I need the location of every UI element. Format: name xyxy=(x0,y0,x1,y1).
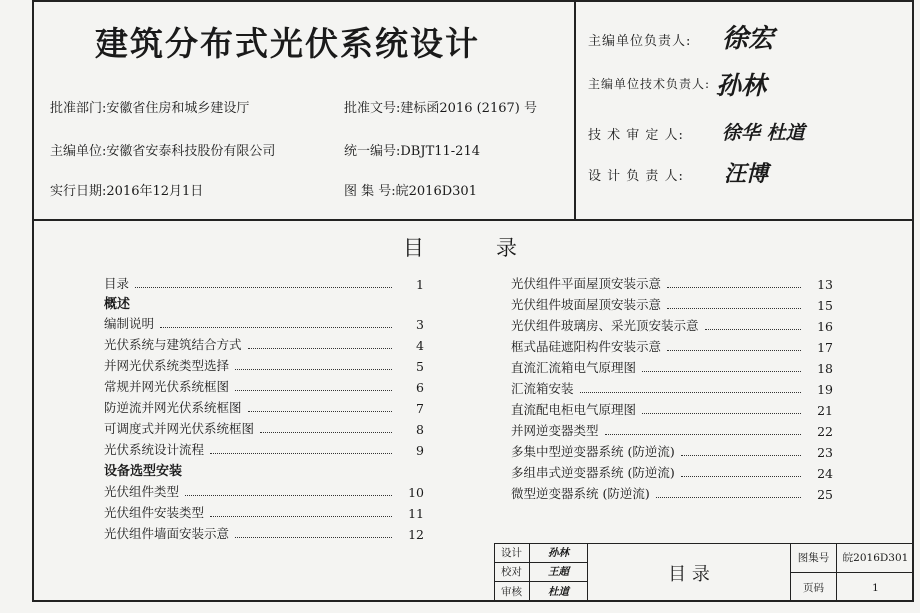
review-label: 审核 xyxy=(501,586,522,598)
document-title: 建筑分布式光伏系统设计 xyxy=(95,24,480,63)
signature-tech-reviewer: 徐华 杜道 xyxy=(722,122,805,144)
check-label: 校对 xyxy=(501,566,522,578)
toc-item[interactable]: 可调度式并网光伏系统框图 8 xyxy=(104,421,424,437)
unified-no: 统一编号:DBJT11-214 xyxy=(344,144,480,159)
design-signature: 孙林 xyxy=(548,547,569,559)
toc-item[interactable]: 光伏组件玻璃房、采光顶安装示意 16 xyxy=(511,318,833,334)
design-label: 设计 xyxy=(501,547,522,559)
role-design-head: 设 计 负 责 人: xyxy=(588,169,684,184)
toc-item[interactable]: 并网光伏系统类型选择 5 xyxy=(104,358,424,374)
toc-item[interactable]: 汇流箱安装 19 xyxy=(511,381,833,397)
atlas-no-value: 皖2016D301 xyxy=(842,552,909,564)
toc-item[interactable]: 多集中型逆变器系统 (防逆流) 23 xyxy=(511,444,833,460)
toc-item[interactable]: 光伏系统设计流程 9 xyxy=(104,442,424,458)
toc-item[interactable]: 目录 1 xyxy=(104,276,424,292)
check-signature: 王超 xyxy=(548,566,569,578)
signature-design-head: 汪博 xyxy=(724,161,769,187)
toc-heading-left: 目 xyxy=(403,236,424,260)
toc-item[interactable]: 微型逆变器系统 (防逆流) 25 xyxy=(511,486,833,502)
atlas-no: 图 集 号:皖2016D301 xyxy=(344,184,477,199)
approval-dept: 批准部门:安徽省住房和城乡建设厅 xyxy=(50,101,250,116)
chief-unit: 主编单位:安徽省安泰科技股份有限公司 xyxy=(50,144,276,159)
toc-section: 设备选型安装 xyxy=(104,464,183,479)
review-signature: 杜道 xyxy=(548,586,569,598)
toc-item[interactable]: 光伏组件墙面安装示意 12 xyxy=(104,526,424,542)
toc-item[interactable]: 编制说明 3 xyxy=(104,316,424,332)
toc-item[interactable]: 光伏组件坡面屋顶安装示意 15 xyxy=(511,297,833,313)
toc-item[interactable]: 常规并网光伏系统框图 6 xyxy=(104,379,424,395)
toc-item[interactable]: 并网逆变器类型 22 xyxy=(511,423,833,439)
toc-item[interactable]: 直流配电柜电气原理图 21 xyxy=(511,402,833,418)
toc-item[interactable]: 光伏系统与建筑结合方式 4 xyxy=(104,337,424,353)
role-chief-unit-head: 主编单位负责人: xyxy=(588,34,692,49)
toc-item[interactable]: 光伏组件平面屋顶安装示意 13 xyxy=(511,276,833,292)
page-label: 页码 xyxy=(803,582,824,594)
drawing-title: 目 录 xyxy=(668,563,710,585)
signature-chief-unit-head: 徐宏 xyxy=(722,24,775,54)
toc-item[interactable]: 光伏组件安装类型 11 xyxy=(104,505,424,521)
atlas-no-label: 图集号 xyxy=(797,552,830,564)
header-divider xyxy=(574,0,576,221)
toc-item[interactable]: 直流汇流箱电气原理图 18 xyxy=(511,360,833,376)
role-tech-reviewer: 技 术 审 定 人: xyxy=(588,128,684,143)
page-value: 1 xyxy=(872,581,879,594)
toc-item[interactable]: 光伏组件类型 10 xyxy=(104,484,424,500)
approval-doc-no: 批准文号:建标函2016 (2167) 号 xyxy=(344,101,537,116)
signature-tech-head: 孙林 xyxy=(716,71,767,100)
toc-item[interactable]: 多组串式逆变器系统 (防逆流) 24 xyxy=(511,465,833,481)
toc-section: 概述 xyxy=(104,297,131,312)
toc-item[interactable]: 防逆流并网光伏系统框图 7 xyxy=(104,400,424,416)
toc-heading-right: 录 xyxy=(496,236,517,260)
effective-date: 实行日期:2016年12月1日 xyxy=(50,184,204,199)
toc-item[interactable]: 框式晶硅遮阳构件安装示意 17 xyxy=(511,339,833,355)
role-tech-head: 主编单位技术负责人: xyxy=(588,77,711,91)
